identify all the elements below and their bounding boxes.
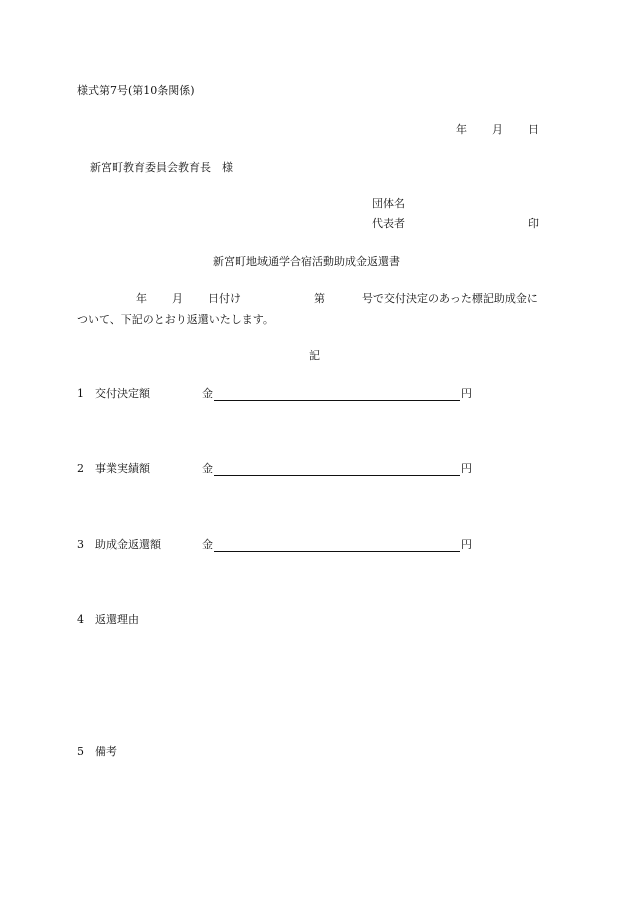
addressee: 新宮町教育委員会教育長 様 <box>90 161 233 174</box>
body-dated: 日付け <box>208 292 241 305</box>
item-1-label: 1 交付決定額 <box>77 387 150 400</box>
org-name-label: 団体名 <box>372 197 405 210</box>
body-dai: 第 <box>314 292 325 305</box>
item-1-amount-underline <box>214 400 460 401</box>
representative-label: 代表者 <box>372 217 405 230</box>
item-1-prefix: 金 <box>202 387 213 400</box>
item-1-suffix: 円 <box>461 387 472 400</box>
date-day-label: 日 <box>528 123 539 136</box>
item-2-label: 2 事業実績額 <box>77 462 150 475</box>
item-5-label: 5 備考 <box>77 745 117 758</box>
item-4-label: 4 返還理由 <box>77 613 139 626</box>
document-title: 新宮町地域通学合宿活動助成金返還書 <box>213 255 400 268</box>
date-month-label: 月 <box>492 123 503 136</box>
seal-label: 印 <box>528 217 539 230</box>
item-3-prefix: 金 <box>202 538 213 551</box>
item-2-prefix: 金 <box>202 462 213 475</box>
item-2-amount-underline <box>214 475 460 476</box>
body-month: 月 <box>172 292 183 305</box>
form-number: 様式第7号(第10条関係) <box>77 84 195 97</box>
body-line2: ついて、下記のとおり返還いたします。 <box>77 313 274 326</box>
item-2-suffix: 円 <box>461 462 472 475</box>
ki-heading: 記 <box>309 349 320 362</box>
item-3-label: 3 助成金返還額 <box>77 538 161 551</box>
item-3-amount-underline <box>214 551 460 552</box>
body-year: 年 <box>136 292 147 305</box>
date-year-label: 年 <box>456 123 467 136</box>
body-line1-rest: 号で交付決定のあった標記助成金に <box>362 292 538 305</box>
item-3-suffix: 円 <box>461 538 472 551</box>
